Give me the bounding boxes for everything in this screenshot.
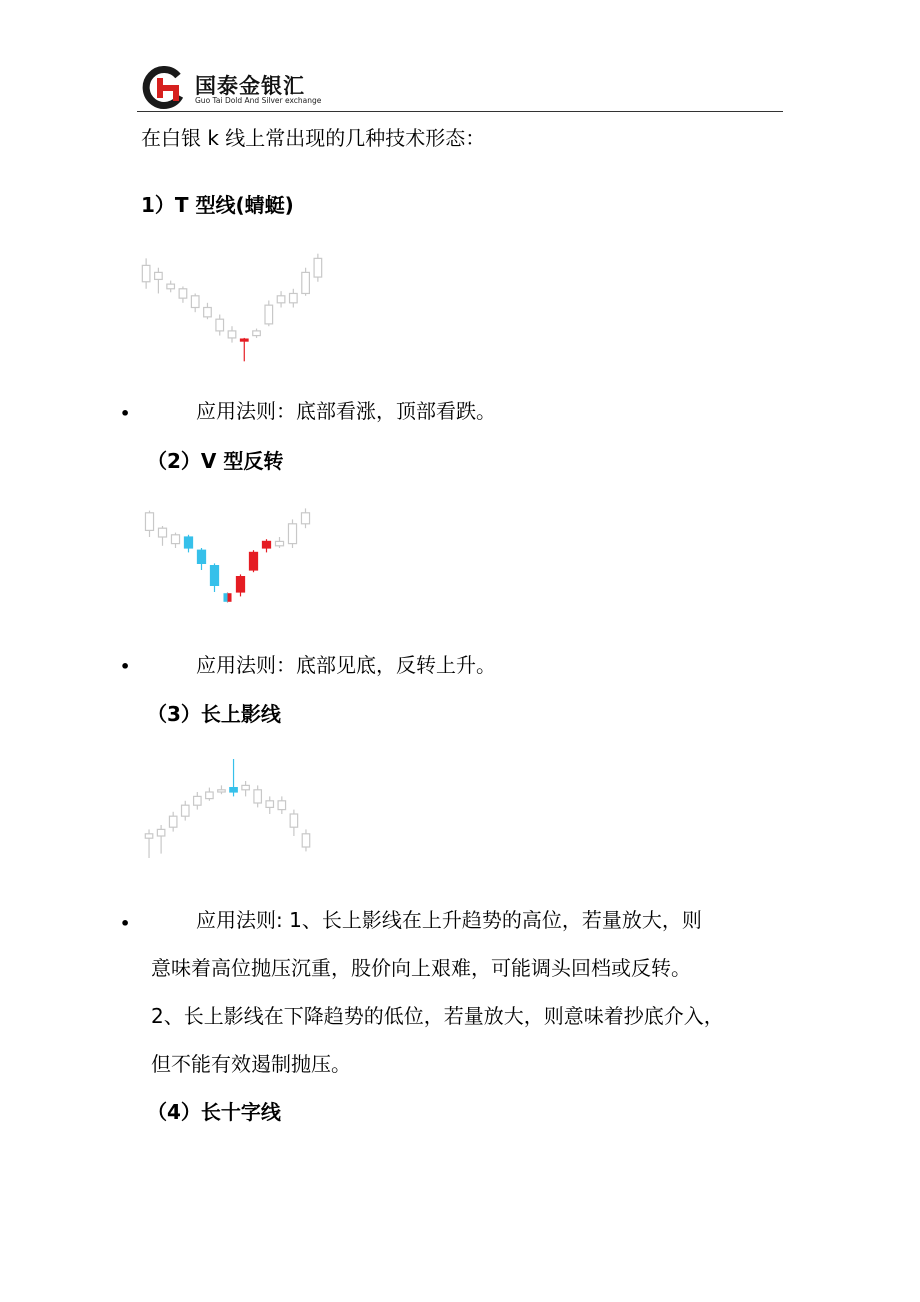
bullet-dot: • — [120, 657, 131, 676]
section-3-title: （3）长上影线 — [147, 702, 281, 726]
candle-body — [218, 790, 225, 792]
candle-body — [216, 319, 224, 331]
candle-body — [290, 293, 298, 302]
candle-body — [275, 541, 283, 545]
candle-body — [290, 814, 297, 827]
candle-body — [223, 593, 227, 602]
t-line-candlestick-chart — [132, 245, 332, 370]
bullet-dot: • — [120, 404, 131, 423]
candle-body — [197, 550, 205, 563]
intro-text: 在白银 k 线上常出现的几种技术形态： — [141, 126, 486, 150]
logo-chinese-name: 国泰金银汇 — [195, 74, 305, 98]
candle-body — [249, 552, 257, 570]
candle-body — [206, 792, 213, 799]
v-reversal-candlestick-chart — [135, 500, 320, 618]
candle-body — [265, 305, 273, 324]
section-3-rule-line-3: 2、长上影线在下降趋势的低位，若量放大，则意味着抄底介入， — [151, 1004, 724, 1028]
candle-body — [277, 296, 285, 303]
candle-body — [253, 331, 261, 336]
candle-body — [228, 331, 236, 338]
candle-body — [210, 566, 218, 586]
rule-text: 底部见底，反转上升。 — [296, 653, 496, 677]
candle-body — [179, 289, 187, 298]
candle-body — [228, 593, 232, 602]
section-4-title: （4）长十字线 — [147, 1100, 281, 1124]
logo-english-name: Guo Tai Dold And Silver exchange — [195, 96, 322, 105]
candle-body — [171, 535, 179, 544]
candle-body — [278, 801, 285, 810]
candle-body — [155, 272, 163, 279]
candle-body — [145, 513, 153, 531]
candle-body — [288, 524, 296, 544]
candle-body — [182, 805, 189, 816]
candle-body — [194, 796, 201, 805]
rule-label: 应用法则： — [196, 399, 296, 423]
candle-body — [301, 513, 309, 524]
rule-text: : 1、长上影线在上升趋势的高位，若量放大，则 — [276, 908, 702, 932]
section-3-rule-line-2: 意味着高位抛压沉重，股价向上艰难，可能调头回档或反转。 — [151, 956, 691, 980]
long-upper-shadow-candlestick-chart — [135, 755, 320, 873]
section-2-title: （2）V 型反转 — [147, 449, 284, 473]
candle-body — [157, 829, 164, 836]
rule-text: 底部看涨，顶部看跌。 — [296, 399, 496, 423]
candle-body — [145, 834, 152, 838]
candle-body — [254, 790, 261, 803]
candle-body — [167, 284, 175, 289]
candle-body — [204, 308, 212, 317]
candle-body — [302, 272, 310, 293]
gt-logo-icon — [140, 66, 190, 110]
candle-body — [191, 296, 199, 308]
candle-body — [158, 528, 166, 537]
section-1-rule — [196, 401, 496, 421]
bullet-dot: • — [120, 914, 131, 933]
section-3-rule-line-4: 但不能有效遏制抛压。 — [151, 1052, 351, 1076]
header-divider — [137, 111, 783, 112]
section-2-rule — [196, 655, 496, 675]
candle-body — [169, 816, 176, 827]
candle-body — [242, 785, 249, 789]
section-1-title: 1）T 型线(蜻蜓) — [141, 193, 294, 217]
candle-body — [184, 537, 192, 548]
candle-body — [236, 577, 244, 592]
rule-label: 应用法则 — [196, 908, 276, 932]
candle-body — [240, 339, 248, 341]
candle-body — [262, 541, 270, 548]
candle-body — [142, 265, 150, 281]
section-3-rule-line-1 — [196, 910, 702, 930]
candle-body — [314, 258, 322, 277]
candle-body — [302, 834, 309, 847]
candle-body — [230, 788, 237, 792]
candle-body — [266, 801, 273, 808]
rule-label: 应用法则： — [196, 653, 296, 677]
